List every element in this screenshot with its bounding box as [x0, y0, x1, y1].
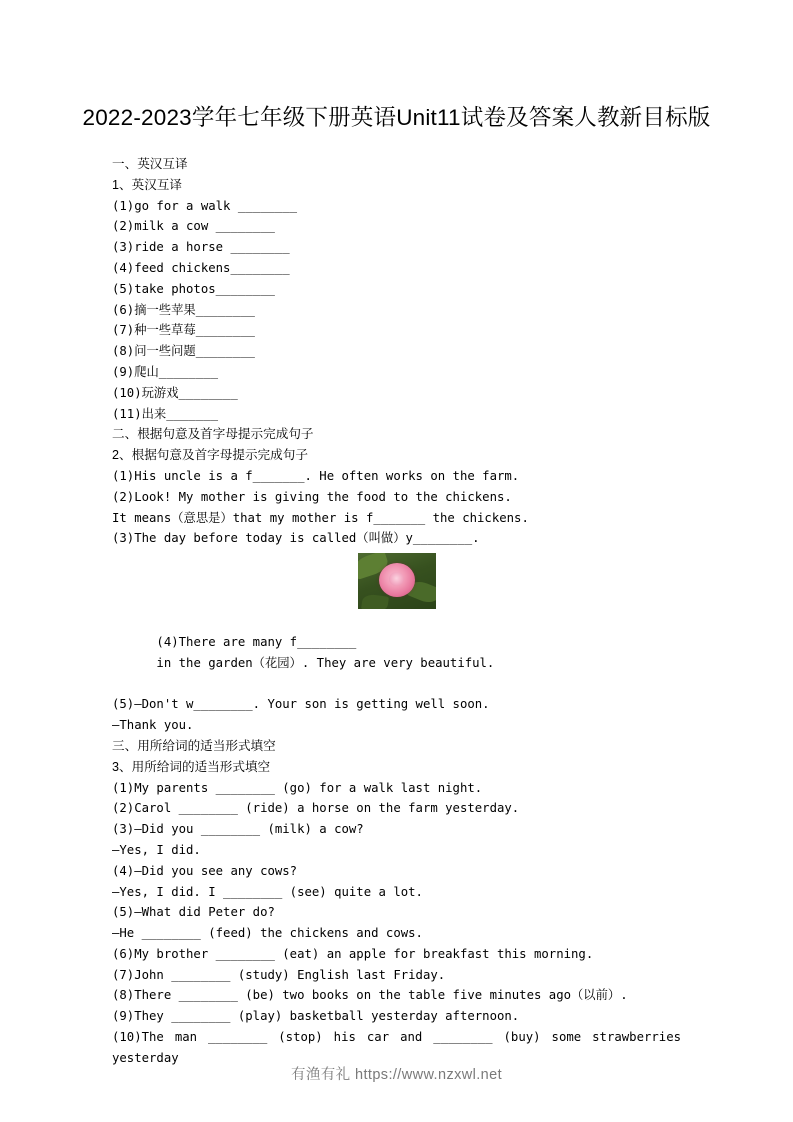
question-item-with-image: [112, 611, 681, 694]
question-item: It means（意思是）that my mother is f_______ the chickens.: [112, 510, 529, 525]
question-item: (1)My parents ________ (go) for a walk last night.: [112, 780, 483, 795]
question-item: (3)ride a horse ________: [112, 240, 290, 255]
pink-rose-photo: [358, 553, 436, 609]
question-item: (2)milk a cow ________: [112, 219, 275, 234]
footer-url[interactable]: https://www.nzxwl.net: [355, 1067, 503, 1083]
question-text-after-image: in the garden（花园）. They are very beautiful.: [156, 655, 495, 670]
section-heading-2: 二、根据句意及首字母提示完成句子: [112, 427, 314, 442]
section-subheading-2: 2、根据句意及首字母提示完成句子: [112, 448, 308, 463]
section-subheading-1: 1、英汉互译: [112, 177, 182, 192]
question-item: (7)John ________ (study) English last Friday.: [112, 967, 446, 982]
question-item: (5)—What did Peter do?: [112, 905, 275, 920]
question-item: —He ________ (feed) the chickens and cows.: [112, 926, 423, 941]
section-heading-3: 三、用所给词的适当形式填空: [112, 738, 276, 753]
question-item: (10)The man ________ (stop) his car and ________ (buy) some strawberries yesterday: [112, 1030, 689, 1065]
page-title: 2022-2023学年七年级下册英语Unit11试卷及答案人教新目标版: [82, 105, 711, 130]
question-item: (9)They ________ (play) basketball yesterday afternoon.: [112, 1009, 520, 1024]
question-item: (6)摘一些苹果________: [112, 302, 255, 317]
question-item: (5)take photos________: [112, 281, 275, 296]
question-item: (6)My brother ________ (eat) an apple for breakfast this morning.: [112, 946, 594, 961]
question-item: (4)—Did you see any cows?: [112, 863, 298, 878]
question-item: (9)爬山________: [112, 364, 219, 379]
question-item: (11)出来_______: [112, 406, 219, 421]
question-item: (2)Carol ________ (ride) a horse on the farm yesterday.: [112, 801, 520, 816]
section-heading-1: 一、英汉互译: [112, 157, 188, 171]
question-item: (8)There ________ (be) two books on the table five minutes ago（以前）.: [112, 988, 628, 1003]
question-item: (8)问一些问题________: [112, 344, 255, 359]
question-item: (3)—Did you ________ (milk) a cow?: [112, 822, 364, 837]
question-item: (2)Look! My mother is giving the food to the chickens.: [112, 489, 512, 504]
footer-watermark: [0, 1063, 793, 1084]
question-item: (10)玩游戏________: [112, 385, 238, 400]
section-subheading-3: 3、用所给词的适当形式填空: [112, 759, 271, 774]
document-body: [0, 154, 793, 1069]
question-item: (1)His uncle is a f_______. He often works on the farm.: [112, 468, 520, 483]
question-text-before-image: (4)There are many f________: [156, 634, 357, 649]
question-item: (3)The day before today is called（叫做）y________.: [112, 531, 480, 546]
question-item: —Yes, I did. I ________ (see) quite a lot.: [112, 884, 423, 899]
question-item: (1)go for a walk ________: [112, 198, 298, 213]
question-item: (5)—Don't w________. Your son is getting well soon.: [112, 697, 490, 712]
question-item: (4)feed chickens________: [112, 260, 290, 275]
question-item: (7)种一些草莓________: [112, 323, 255, 338]
image-container: [112, 553, 681, 609]
footer-brand: 有渔有礼: [290, 1067, 351, 1083]
question-item: —Thank you.: [112, 718, 194, 733]
question-item: —Yes, I did.: [112, 842, 201, 857]
